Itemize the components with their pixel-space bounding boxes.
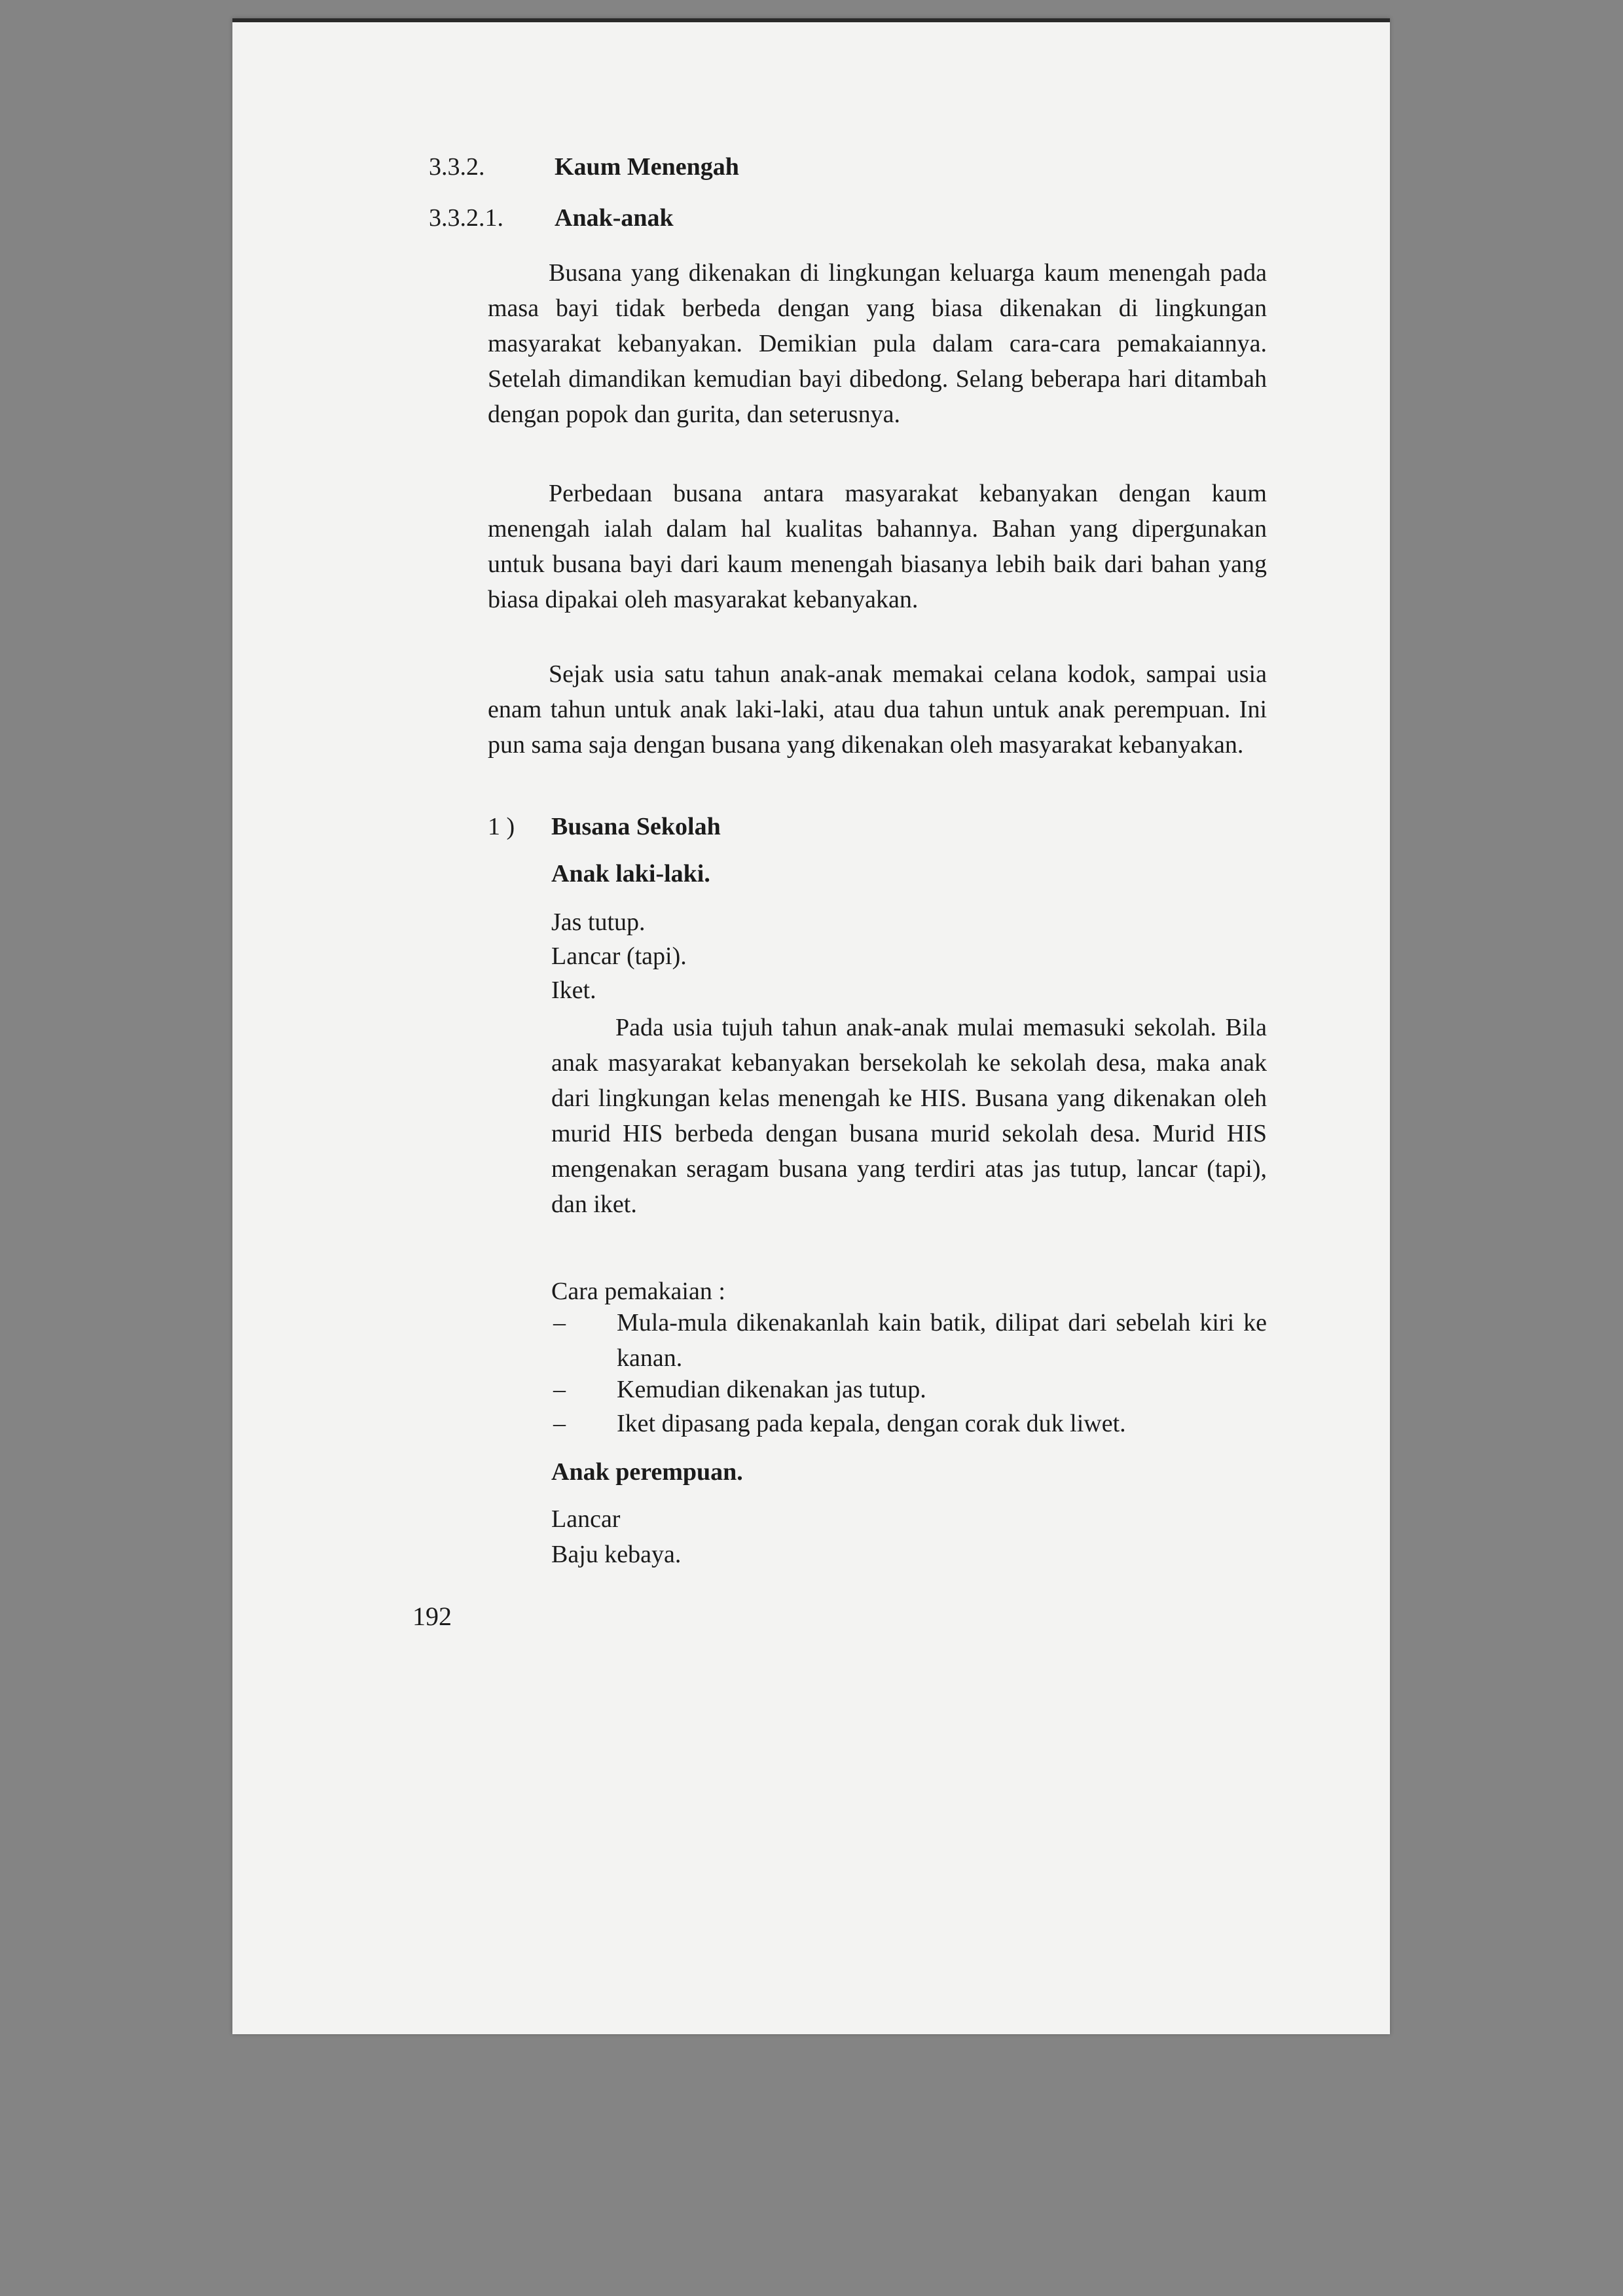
list-dash: – <box>553 1376 566 1403</box>
paragraph-1: Busana yang dikenakan di lingkungan keluarga kaum menengah pada masa bayi tidak berbeda dengan yang biasa dikenakan di lingkungan masyarakat kebanyakan. Demikian pula dalam cara-cara pemakaiannya. Setelah dimandikan kemudian bayi dibedong. Selang beberapa hari ditambah dengan popok dan gurita, dan seterusnya. <box>488 259 1267 428</box>
list-marker: 1 ) <box>488 813 515 840</box>
girls-heading: Anak perempuan. <box>551 1458 743 1486</box>
page-number: 192 <box>412 1602 452 1631</box>
list-dash: – <box>553 1410 566 1437</box>
list-dash: – <box>553 1309 566 1336</box>
usage-step: Kemudian dikenakan jas tutup. <box>617 1376 926 1403</box>
boys-heading: Anak laki-laki. <box>551 860 710 888</box>
subsection-title: Anak-anak <box>555 204 674 232</box>
girls-item: Lancar <box>551 1505 621 1533</box>
paragraph-2: Perbedaan busana antara masyarakat kebanyakan dengan kaum menengah ialah dalam hal kualitas bahannya. Bahan yang dipergunakan untuk busana bayi dari kaum menengah biasanya lebih baik dari bahan yang biasa dipakai oleh masyarakat kebanyakan. <box>488 480 1267 613</box>
subsection-number: 3.3.2.1. <box>429 204 503 232</box>
usage-step: Iket dipasang pada kepala, dengan corak duk liwet. <box>617 1410 1126 1437</box>
section-number: 3.3.2. <box>429 153 485 181</box>
girls-item: Baju kebaya. <box>551 1541 682 1568</box>
boys-item: Jas tutup. <box>551 908 646 936</box>
usage-label: Cara pemakaian : <box>551 1278 725 1305</box>
scan-top-edge <box>232 18 1390 22</box>
usage-step: Mula-mula dikenakanlah kain batik, dilipat dari sebelah kiri ke kanan. <box>617 1309 1267 1372</box>
paragraph-3: Sejak usia satu tahun anak-anak memakai celana kodok, sampai usia enam tahun untuk anak laki-laki, atau dua tahun untuk anak perempuan. Ini pun sama saja dengan busana yang dikenakan oleh masyarakat kebanyakan. <box>488 660 1267 759</box>
boys-item: Lancar (tapi). <box>551 942 687 970</box>
list-title: Busana Sekolah <box>551 813 721 840</box>
boys-item: Iket. <box>551 977 596 1004</box>
section-title: Kaum Menengah <box>555 153 739 181</box>
school-paragraph: Pada usia tujuh tahun anak-anak mulai memasuki sekolah. Bila anak masyarakat kebanyakan bersekolah ke sekolah desa, maka anak dari lingkungan kelas menengah ke HIS. Busana yang dikenakan oleh murid HIS berbeda dengan busana murid sekolah desa. Murid HIS mengenakan seragam busana yang terdiri atas jas tutup, lancar (tapi), dan iket. <box>551 1014 1267 1218</box>
